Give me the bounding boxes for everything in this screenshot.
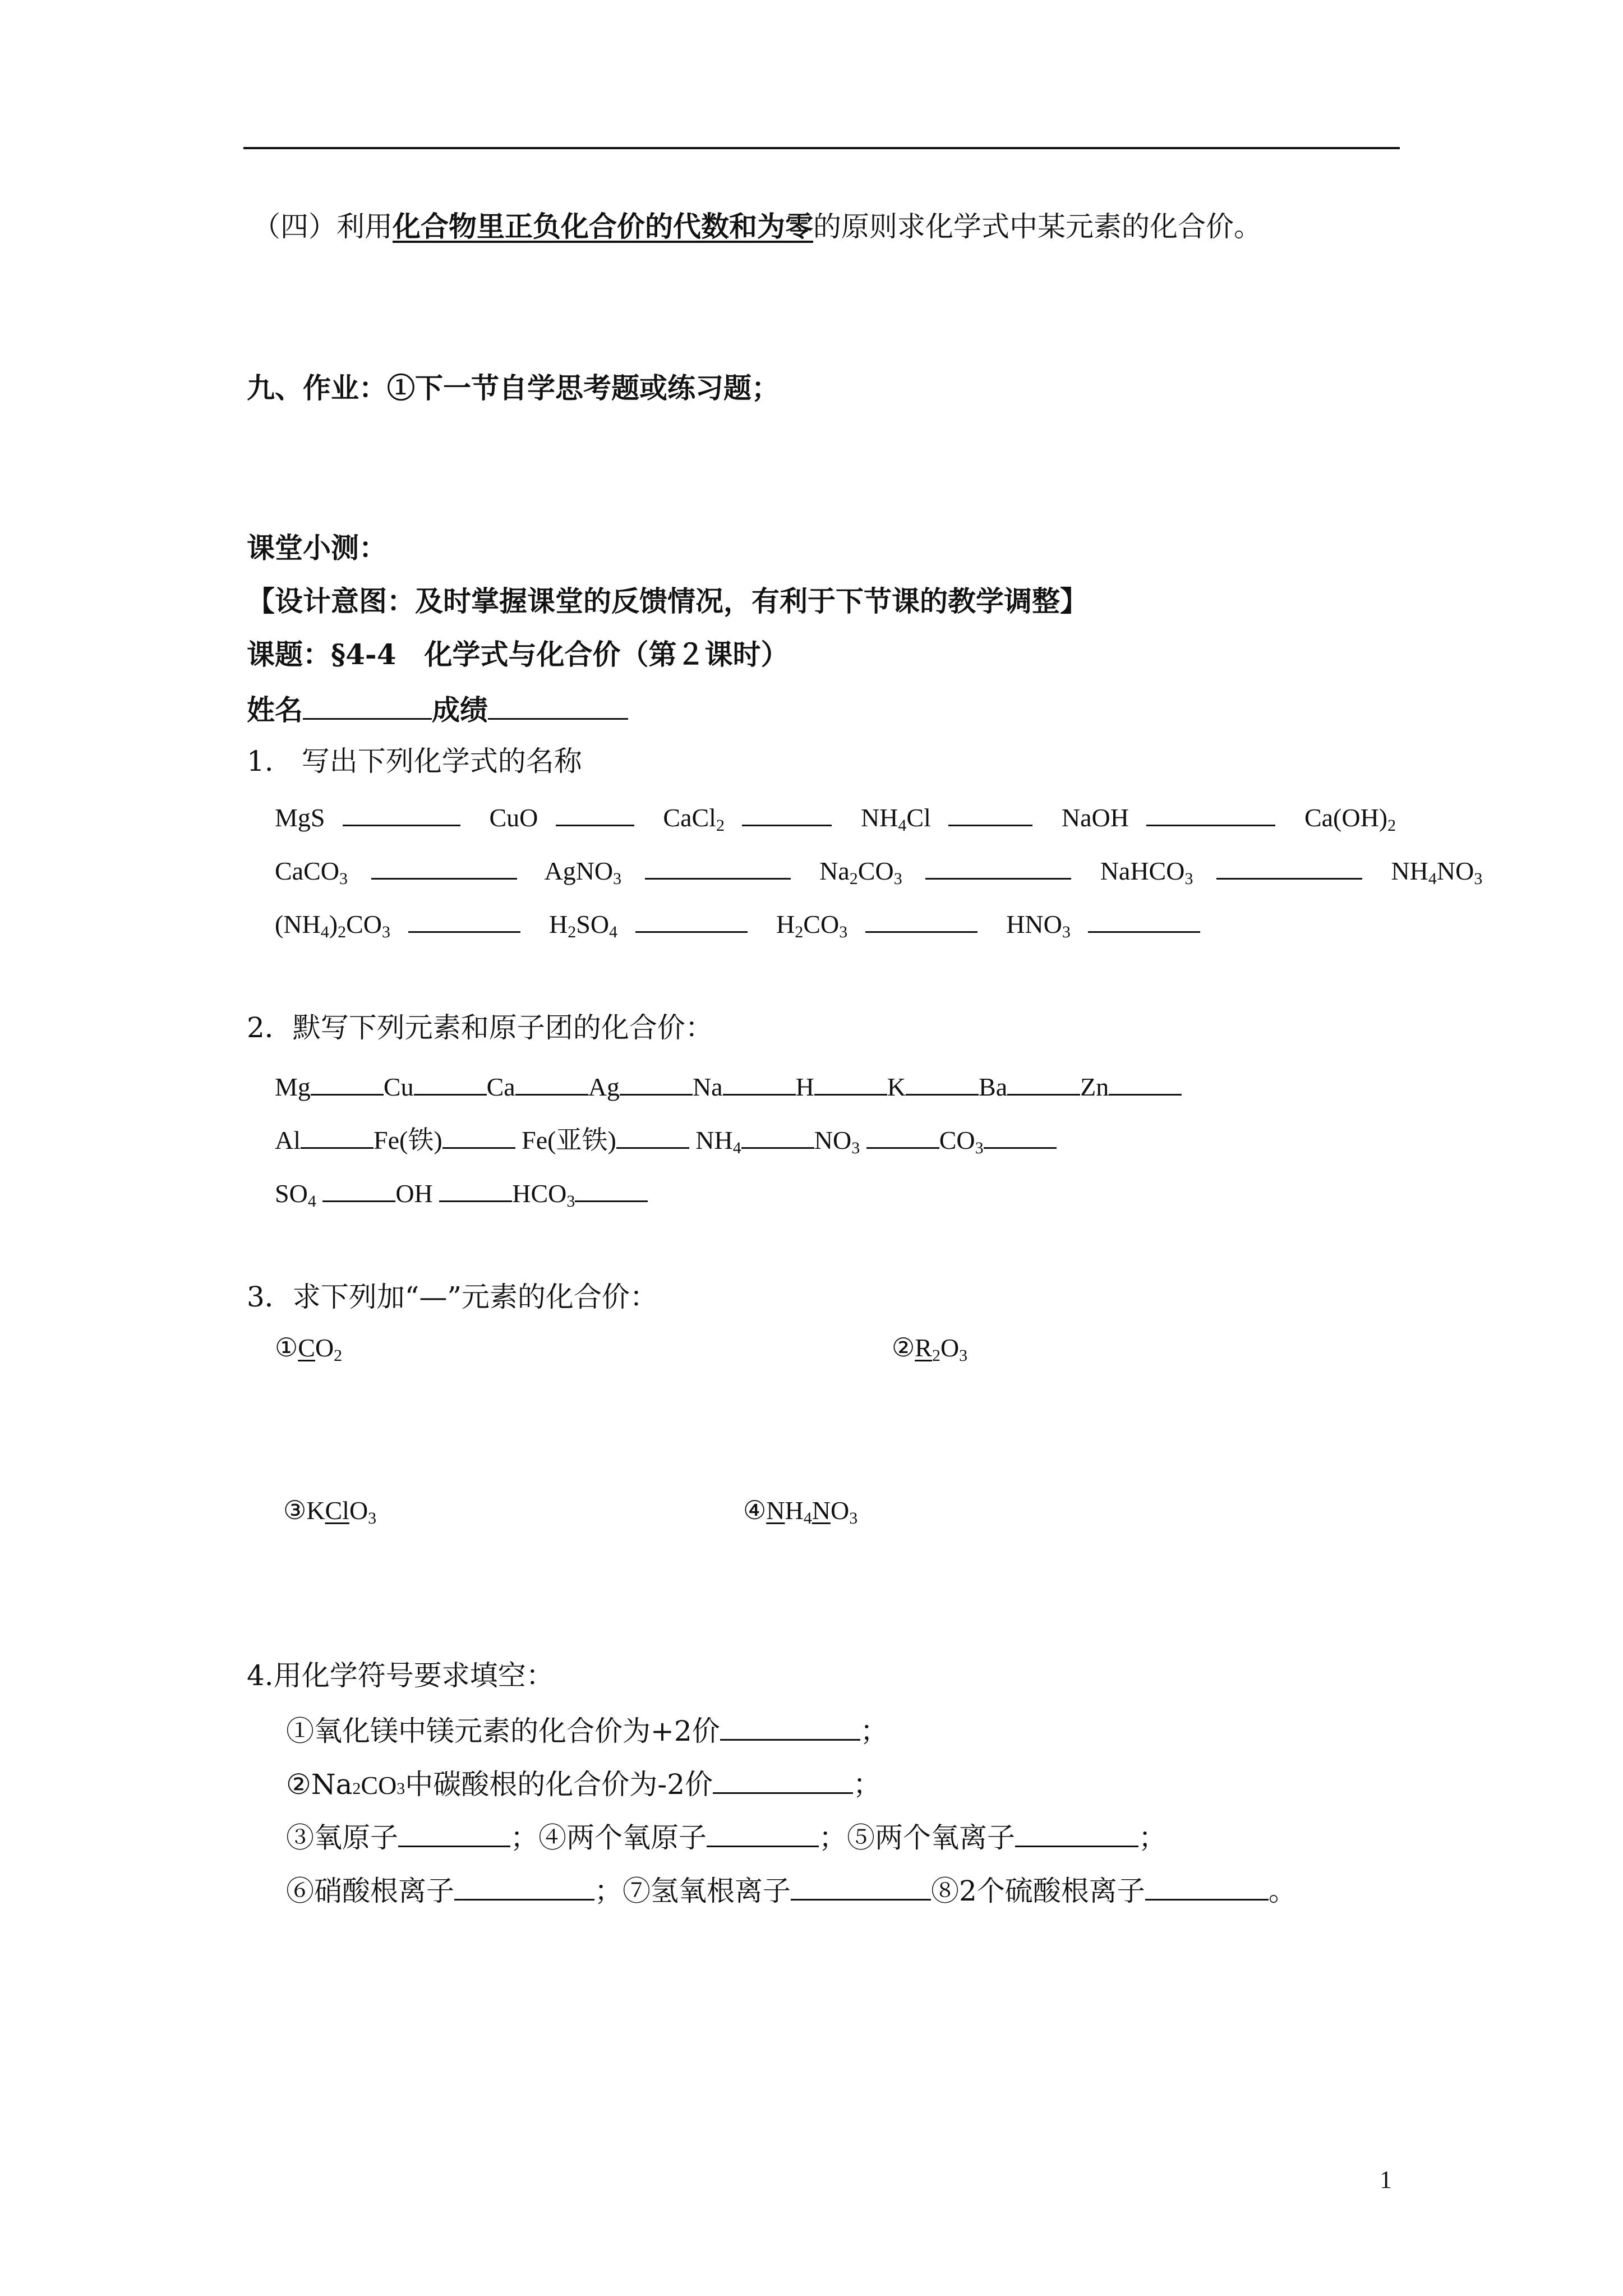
name-blank[interactable] (303, 690, 432, 720)
answer-blank[interactable] (742, 797, 832, 826)
name-score-line (247, 690, 628, 728)
answer-blank[interactable] (791, 1871, 931, 1901)
formula-na2co3: $Na_2CO_3$ (819, 857, 902, 888)
symbol-h: H (795, 1073, 814, 1101)
q4-prompt-1: ①氧化镁中镁元素的化合价为+2价 (286, 1715, 720, 1747)
answer-blank[interactable] (442, 1119, 515, 1149)
q1-title: 1. 写出下列化学式的名称 (247, 745, 582, 777)
q4-period: 。 (1268, 1875, 1297, 1907)
formula-cuo: CuO (489, 803, 538, 832)
q4-prompt-3a: ③氧原子 (286, 1821, 398, 1854)
q3-item-4: $④NH_4NO_3$ (743, 1496, 858, 1527)
answer-blank[interactable] (311, 1066, 384, 1096)
formula-h2so4: $H_2SO_4$ (549, 910, 618, 941)
symbol-ba: Ba (979, 1073, 1008, 1101)
answer-blank[interactable] (865, 903, 978, 933)
formula-agno3: AgNO$_3$ (544, 857, 622, 888)
answer-blank[interactable] (1007, 1066, 1080, 1096)
quiz-topic: 课题：§4-4 化学式与化合价（第２课时） (247, 638, 789, 671)
header-rule (243, 147, 1400, 149)
q4-punct: ； (853, 1768, 882, 1801)
formula-h2co3: $H_2CO_3$ (776, 910, 848, 941)
quiz-heading: 课堂小测： (247, 531, 387, 564)
q4-prompt-2-post: 中碳酸根的化合价为-2价 (405, 1768, 713, 1801)
answer-blank[interactable] (1216, 850, 1362, 880)
section-four-emphasis: 化合物里正负化合价的代数和为零 (393, 210, 813, 243)
answer-blank[interactable] (741, 1119, 814, 1149)
q1-row1 (275, 797, 1396, 835)
q4-prompt-2-pre: ②Na (286, 1768, 353, 1801)
q3-item-2: $②R_2O_3$ (892, 1333, 968, 1365)
answer-blank[interactable] (620, 1066, 693, 1096)
answer-blank[interactable] (301, 1119, 374, 1149)
q2-row2 (275, 1119, 1057, 1157)
q4-line-4 (286, 1871, 1297, 1909)
homework-line: 九、作业：①下一节自学思考题或练习题； (247, 371, 780, 404)
answer-blank[interactable] (707, 1818, 819, 1847)
q2-title: 2．默写下列元素和原子团的化合价： (247, 1011, 713, 1044)
answer-blank[interactable] (723, 1066, 796, 1096)
answer-blank[interactable] (1145, 1871, 1269, 1901)
symbol-al: Al (275, 1126, 301, 1154)
formula-hno3: $HNO_3$ (1006, 910, 1071, 941)
symbol-k: K (887, 1073, 906, 1101)
answer-blank[interactable] (575, 1172, 648, 1202)
section-four-prefix: （四）利用 (252, 210, 393, 243)
answer-blank[interactable] (616, 1119, 689, 1149)
symbol-ag: Ag (588, 1073, 620, 1101)
q3-title: 3．求下列加“—”元素的化合价： (247, 1281, 658, 1313)
symbol-no3: $NO_3$ (814, 1126, 860, 1157)
answer-blank[interactable] (515, 1066, 588, 1096)
formula-naoh: NaOH (1061, 803, 1129, 832)
answer-blank[interactable] (635, 903, 748, 933)
symbol-mg: Mg (275, 1073, 311, 1101)
formula-caco3: CaCO$_3$ (275, 857, 348, 888)
score-blank[interactable] (488, 690, 628, 720)
q4-prompt-3c: ⑤两个氧离子 (847, 1821, 1015, 1854)
answer-blank[interactable] (398, 1818, 510, 1847)
answer-blank[interactable] (720, 1711, 860, 1741)
symbol-oh: OH (395, 1179, 433, 1208)
q2-row1 (275, 1066, 1182, 1102)
q4-line-2: ②Na 2 CO 3 中碳酸根的化合价为-2价 ； (286, 1764, 881, 1803)
q2-row3 (275, 1172, 648, 1211)
formula-nahco3: NaHCO$_3$ (1100, 857, 1193, 888)
formula-nh42co3: $(NH_4)_2CO_3$ (275, 910, 390, 941)
answer-blank[interactable] (984, 1119, 1057, 1149)
page-number: 1 (1380, 2166, 1392, 2193)
answer-blank[interactable] (645, 850, 791, 880)
symbol-so4: $SO_4$ (275, 1179, 316, 1211)
formula-caoh2: $Ca(OH)_2$ (1304, 803, 1396, 835)
q4-punct: ； (1138, 1821, 1166, 1854)
answer-blank[interactable] (906, 1066, 979, 1096)
answer-blank[interactable] (925, 850, 1071, 880)
answer-blank[interactable] (713, 1764, 853, 1794)
formula-nh4no3: $NH_4NO_3$ (1391, 857, 1483, 888)
symbol-hco3: $HCO_3$ (512, 1179, 575, 1211)
answer-blank[interactable] (1088, 903, 1200, 933)
answer-blank[interactable] (1109, 1066, 1182, 1096)
q4-punct: ； (860, 1715, 888, 1747)
quiz-intent: 【设计意图：及时掌握课堂的反馈情况，有利于下节课的教学调整】 (247, 585, 1088, 618)
formula-nh4cl: $NH_4Cl$ (860, 803, 931, 835)
answer-blank[interactable] (343, 797, 460, 826)
symbol-na: Na (692, 1073, 723, 1101)
symbol-fe-ferrous: Fe(亚铁) (522, 1126, 616, 1154)
answer-blank[interactable] (408, 903, 520, 933)
symbol-nh4: $NH_4$ (695, 1126, 741, 1157)
score-label: 成绩 (432, 693, 488, 726)
name-label: 姓名 (247, 693, 303, 726)
answer-blank[interactable] (414, 1066, 487, 1096)
symbol-cu: Cu (383, 1073, 414, 1101)
symbol-ca: Ca (486, 1073, 515, 1101)
formula-cacl2: CaCl$_2$ (663, 803, 725, 835)
answer-blank[interactable] (1015, 1818, 1138, 1847)
q1-row2 (275, 850, 1482, 886)
q4-line-1 (286, 1711, 888, 1749)
q4-line-3 (286, 1818, 1166, 1856)
q4-title: 4.用化学符号要求填空： (247, 1659, 554, 1692)
section-four-line (252, 209, 1262, 245)
symbol-fe-iron: Fe(铁) (374, 1126, 442, 1154)
q4-punct: ； (594, 1875, 623, 1907)
answer-blank[interactable] (814, 1066, 887, 1096)
q4-prompt-4b: ⑦氢氧根离子 (623, 1875, 791, 1907)
answer-blank[interactable] (556, 797, 634, 826)
section-four-suffix: 的原则求化学式中某元素的化合价。 (813, 210, 1262, 243)
q3-item-1: $①CO_2$ (275, 1333, 343, 1365)
q4-punct: ； (510, 1821, 538, 1854)
answer-blank[interactable] (1146, 797, 1275, 826)
answer-blank[interactable] (322, 1172, 395, 1202)
q4-punct: ； (819, 1821, 847, 1854)
formula-mgs: MgS (275, 803, 325, 832)
answer-blank[interactable] (948, 797, 1032, 826)
q1-row3 (275, 903, 1200, 939)
q4-prompt-3b: ④两个氧原子 (538, 1821, 707, 1854)
answer-blank[interactable] (866, 1119, 939, 1149)
answer-blank[interactable] (371, 850, 517, 880)
symbol-zn: Zn (1080, 1073, 1109, 1101)
symbol-co3: $CO_3$ (939, 1126, 984, 1157)
answer-blank[interactable] (439, 1172, 512, 1202)
q4-prompt-4c: ⑧2个硫酸根离子 (931, 1875, 1145, 1907)
answer-blank[interactable] (454, 1871, 594, 1901)
q4-prompt-4a: ⑥硝酸根离子 (286, 1875, 454, 1907)
q3-item-3: ③KClO$_3$ (283, 1496, 377, 1527)
